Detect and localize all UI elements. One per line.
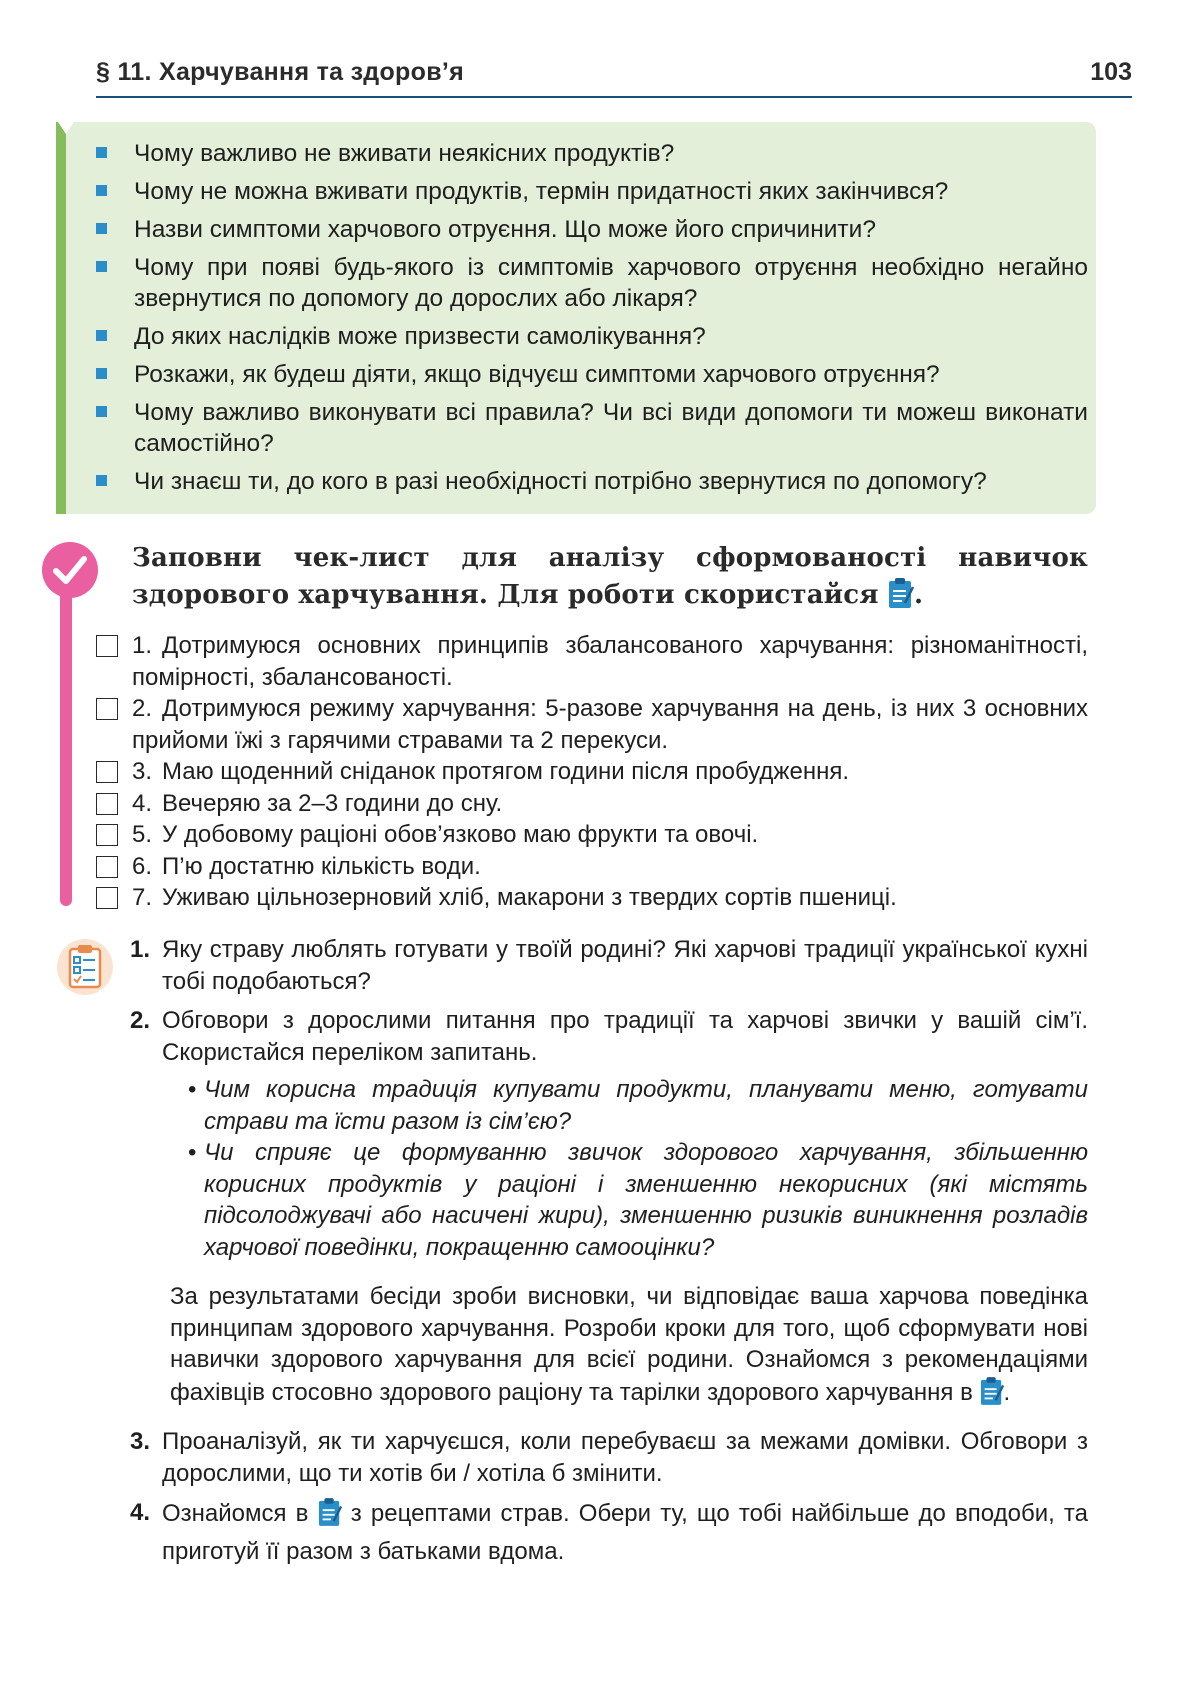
square-bullet-icon: [96, 223, 107, 234]
square-bullet-icon: [96, 406, 107, 417]
task-item: 3. Проаналізуй, як ти харчуєшся, коли перебуваєш за межами домівки. Обговори з дорослими, що ти хотів би / хотіла б змінити.: [130, 1428, 1088, 1487]
square-bullet-icon: [96, 261, 107, 272]
square-bullet-icon: [96, 368, 107, 379]
checkbox[interactable]: [96, 793, 118, 815]
question-item: Чому не можна вживати продуктів, термін придатності яких закінчився?: [96, 176, 1088, 207]
question-item: Розкажи, як будеш діяти, якщо відчуєш симптоми харчового отруєння?: [96, 359, 1088, 390]
checkmark-icon: [42, 542, 98, 598]
checkbox[interactable]: [96, 761, 118, 783]
questions-box-notch: [58, 122, 74, 134]
checklist-item: 5. У добовому раціоні обов’язково маю фрукти та овочі.: [96, 819, 1088, 851]
square-bullet-icon: [96, 330, 107, 341]
conclusion-paragraph: За результатами бесіди зроби висновки, чи відповідає ваша харчова поведінка принципам здорового харчування. Розроби кроки для того, щоб сформувати нові навички здорового харчування для всієї родини. Ознайомся з рекомендаціями фахівців стосовно здорового раціону та тарілки здорового харчування в .: [130, 1281, 1088, 1414]
tasks-list: [130, 934, 1088, 1575]
checklist-item: 7. Уживаю цільнозерновий хліб, макарони з твердих сортів пшениці.: [96, 882, 1088, 914]
checklist-item: 6. П’ю достатню кількість води.: [96, 851, 1088, 883]
checkbox[interactable]: [96, 635, 118, 657]
checklist-item: 1. Дотримуюся основних принципів збалансованого харчування: різноманітності, помірності, збалансованості.: [96, 630, 1088, 693]
task-item: 4. Ознайомся в з рецептами страв. Обери ту, що тобі найбільше до вподоби, та приготуй її разом з батьками вдома.: [130, 1499, 1088, 1565]
sub-question: • Чим корисна традиція купувати продукти, планувати меню, готувати страви та їсти разом із сім’єю?: [188, 1076, 1088, 1135]
page-header: [96, 56, 1132, 98]
square-bullet-icon: [96, 475, 107, 486]
section-title: § 11. Харчування та здоров’я: [96, 58, 464, 86]
checklist-instruction: Заповни чек-лист для аналізу сформованості навичок здорового харчування. Для роботи скористайся .: [132, 540, 1088, 620]
checklist-side-bar: [60, 560, 72, 906]
checkbox[interactable]: [96, 887, 118, 909]
task-item: 2. Обговори з дорослими питання про традиції та харчові звички у вашій сім’ї. Скористайся переліком запитань. • Чим корисна традиція купувати продукти, планувати меню, готувати страви та їсти разом із сім’єю? • Чи сприяє це формуванню звичок здорового харчування, збільшенню корисних продуктів у раціоні і зменшенню некорисних (які містять підсолоджувачі або насичені жири), зменшенню ризиків виникнення розладів харчової поведінки, покращенню самооцінки?: [130, 1005, 1088, 1263]
question-item: Назви симптоми харчового отруєння. Що може його спричинити?: [96, 214, 1088, 245]
square-bullet-icon: [96, 147, 107, 158]
checklist-item: 3. Маю щоденний сніданок протягом години після пробудження.: [96, 756, 1088, 788]
question-item: Чи знаєш ти, до кого в разі необхідності потрібно звернутися по допомогу?: [96, 466, 1088, 497]
task-clipboard-icon: [56, 938, 114, 1001]
page-number: 103: [1090, 58, 1132, 86]
sub-question: • Чи сприяє це формуванню звичок здорового харчування, збільшенню корисних продуктів у раціоні і зменшенню некорисних (які містять підсолоджувачі або насичені жири), зменшенню ризиків виникнення розладів харчової поведінки, покращенню самооцінки?: [188, 1139, 1088, 1261]
question-sublist: [162, 1074, 1088, 1263]
question-item: Чому важливо не вживати неякісних продуктів?: [96, 138, 1088, 169]
checkbox[interactable]: [96, 856, 118, 878]
question-item: Чому важливо виконувати всі правила? Чи всі види допомоги ти можеш виконати самостійно?: [96, 397, 1088, 459]
checkbox[interactable]: [96, 824, 118, 846]
question-item: До яких наслідків може призвести самолікування?: [96, 321, 1088, 352]
question-item: Чому при появі будь-якого із симптомів харчового отруєння необхідно негайно звернутися по допомогу до дорослих або лікаря?: [96, 252, 1088, 314]
clipboard-icon[interactable]: [888, 577, 914, 620]
questions-list: [96, 138, 1088, 504]
checkbox[interactable]: [96, 698, 118, 720]
task-item: 1. Яку страву люблять готувати у твоїй родині? Які харчові традиції української кухні тобі подобаються?: [130, 936, 1088, 995]
square-bullet-icon: [96, 185, 107, 196]
checklist-item: 2. Дотримуюся режиму харчування: 5-разове харчування на день, із них 3 основних прийоми їжі з гарячими стравами та 2 перекуси.: [96, 693, 1088, 756]
clipboard-icon[interactable]: [980, 1376, 1004, 1415]
checklist-item: 4. Вечеряю за 2–3 години до сну.: [96, 788, 1088, 820]
clipboard-icon[interactable]: [318, 1497, 342, 1536]
checklist: [96, 630, 1088, 914]
